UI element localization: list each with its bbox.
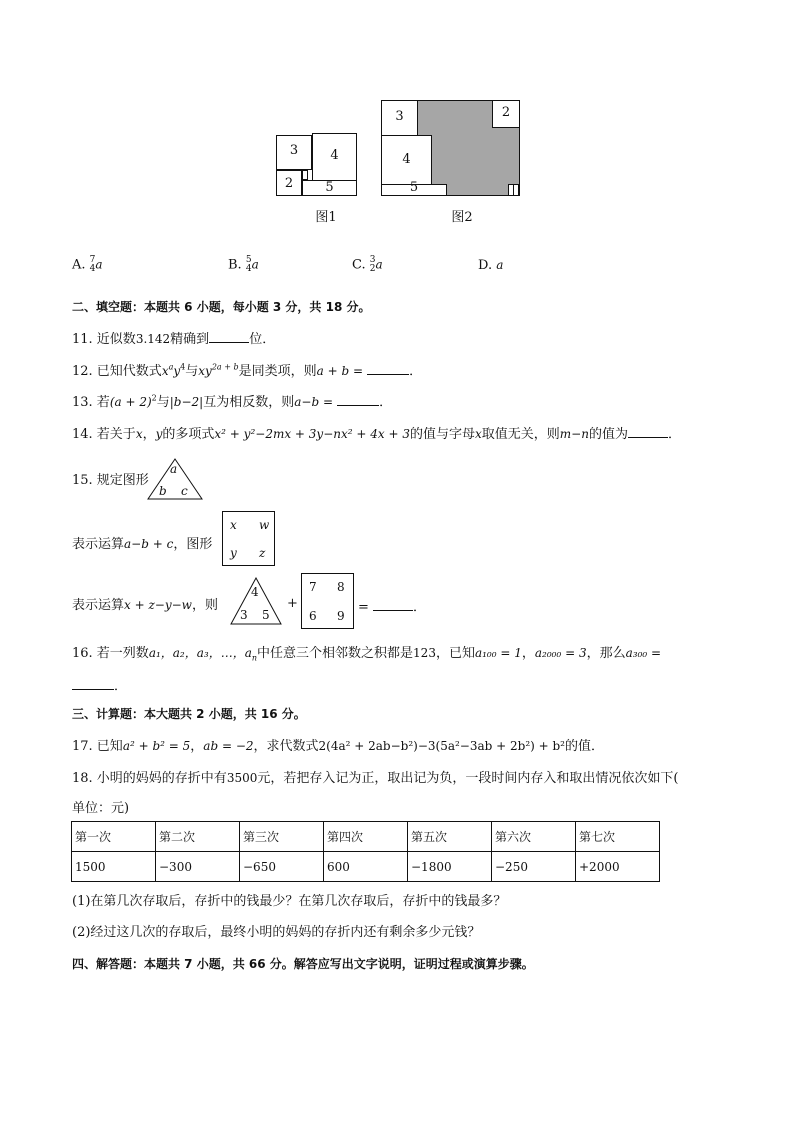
q15-sq1-tl: x bbox=[230, 518, 237, 532]
q17-cond2: ab = −2 bbox=[203, 739, 254, 753]
question-17 bbox=[72, 735, 604, 754]
q17-comma: ， bbox=[190, 739, 204, 754]
q17-text-g: 的值． bbox=[565, 739, 605, 754]
q15-sq2-bl: 6 bbox=[309, 609, 317, 623]
table-header-cell: 第四次 bbox=[324, 822, 408, 852]
q17-text-e: ，求代数式 bbox=[253, 739, 319, 754]
question-11 bbox=[72, 328, 275, 347]
option-d-var: a bbox=[496, 258, 504, 272]
option-d bbox=[478, 258, 503, 273]
q16-blank bbox=[72, 677, 114, 690]
q15-text-h: ． bbox=[413, 600, 427, 615]
option-b-letter: B. bbox=[228, 257, 242, 273]
q11-text-c: 精确到 bbox=[170, 332, 210, 347]
q18-table-value-row bbox=[72, 852, 660, 882]
q12-exp-a: a bbox=[168, 362, 174, 372]
question-18 bbox=[72, 767, 678, 786]
q12-x: x bbox=[161, 364, 169, 378]
q14-text-l: ． bbox=[667, 427, 681, 442]
fig1-label-3: 3 bbox=[289, 143, 299, 158]
q14-text-i: 取值无关，则 bbox=[481, 427, 560, 442]
q13-expr1: (a + 2) bbox=[109, 395, 152, 409]
q14-x2: x bbox=[474, 427, 482, 441]
q15-sq2-br: 9 bbox=[337, 609, 345, 623]
q17-text-a: 17. 已知 bbox=[72, 739, 123, 754]
fig2-caption: 图2 bbox=[451, 210, 473, 225]
section2-heading: 二、填空题：本题共 6 小题，每小题 3 分，共 18 分。 bbox=[72, 300, 371, 314]
q13-exp: 2 bbox=[151, 393, 157, 403]
q14-m-n: m−n bbox=[559, 427, 589, 441]
q16-a2000: a₂₀₀₀ = 3 bbox=[534, 646, 587, 660]
option-c-num: 3 bbox=[369, 255, 376, 265]
q12-blank bbox=[367, 362, 409, 375]
option-c bbox=[352, 256, 383, 274]
table-value-cell: 600 bbox=[324, 852, 408, 882]
q18-table bbox=[71, 821, 660, 882]
table-value-cell: +2000 bbox=[576, 852, 660, 882]
q13-text-h: ． bbox=[379, 395, 393, 410]
q18-part2 bbox=[72, 921, 480, 940]
q14-x: x bbox=[135, 427, 143, 441]
q16-text-a: 16. 若一列数 bbox=[72, 646, 149, 661]
q11-number: 3.142 bbox=[135, 332, 171, 346]
q16-text-d: 中任意三个相邻数之积都是 bbox=[257, 646, 414, 661]
fig1-caption: 图1 bbox=[315, 210, 337, 225]
question-13 bbox=[72, 391, 392, 410]
q18-part1-number: (1) bbox=[72, 894, 91, 909]
fig1-label-2: 2 bbox=[284, 176, 294, 191]
q14-text-k: 的值为 bbox=[588, 427, 628, 442]
option-a-num: 7 bbox=[89, 255, 96, 265]
q15-sq1-tr: w bbox=[259, 518, 270, 532]
q12-text-a: 12. 已知代数式 bbox=[72, 364, 162, 379]
q16-number: 123 bbox=[413, 646, 436, 660]
option-a-den: 4 bbox=[89, 264, 96, 274]
q13-abs: |b−2| bbox=[169, 395, 204, 409]
q15-tri1-left: b bbox=[159, 484, 167, 498]
q13-blank bbox=[337, 393, 379, 406]
q12-text-k: ． bbox=[409, 364, 423, 379]
table-header-cell: 第五次 bbox=[408, 822, 492, 852]
q12-text-i: 是同类项，则 bbox=[238, 364, 317, 379]
q12-expr: a + b = bbox=[316, 364, 363, 378]
q16-comma: ， bbox=[521, 646, 535, 661]
q15-tri1-top: a bbox=[170, 462, 178, 476]
q15-sq1-bl: y bbox=[230, 546, 237, 560]
q15-text-d: ，图形 bbox=[173, 537, 213, 552]
fig2-label-2: 2 bbox=[501, 105, 511, 120]
q16-sequence: a₁，a₂，a₃，…，a bbox=[148, 646, 252, 660]
q15-line3 bbox=[72, 594, 218, 613]
q14-text-e: 的多项式 bbox=[162, 427, 215, 442]
q15-expr1: a−b + c bbox=[124, 537, 174, 551]
q15-tri2-right: 5 bbox=[262, 608, 270, 622]
option-a-var: a bbox=[95, 257, 103, 272]
q14-text-g: 的值与字母 bbox=[409, 427, 475, 442]
option-d-letter: D. bbox=[478, 258, 493, 273]
q16-sub-n: n bbox=[251, 653, 258, 663]
q14-text-a: 14. 若关于 bbox=[72, 427, 136, 442]
q15-tri2-top: 4 bbox=[251, 585, 259, 599]
q17-expression: 2(4a² + 2ab−b²)−3(5a²−3ab + 2b²) + b² bbox=[318, 739, 565, 753]
section4-heading: 四、解答题：本题共 7 小题，共 66 分。解答应写出文字说明，证明过程或演算步骤。 bbox=[72, 957, 534, 971]
table-value-cell: −250 bbox=[492, 852, 576, 882]
fig1-label-5: 5 bbox=[325, 180, 334, 195]
q15-expr2: x + z−y−w bbox=[124, 598, 192, 612]
table-value-cell: −1800 bbox=[408, 852, 492, 882]
q15-equals: = bbox=[358, 600, 369, 615]
table-value-cell: −650 bbox=[240, 852, 324, 882]
q18-text-c: 元，若把存入记为正，取出记为负，一段时间内存入和取出情况依次如下( bbox=[257, 771, 679, 786]
option-a bbox=[72, 256, 103, 274]
q14-y: y bbox=[155, 427, 163, 441]
q11-blank bbox=[209, 330, 249, 343]
q15-tri2-left: 3 bbox=[240, 608, 248, 622]
q15-line2 bbox=[72, 533, 212, 552]
q12-exp-2ab: 2a + b bbox=[211, 362, 239, 372]
table-header-cell: 第六次 bbox=[492, 822, 576, 852]
q18-part1-text: 在第几次存取后，存折中的钱最少？在第几次存取后，存折中的钱最多？ bbox=[90, 894, 507, 909]
fig2-small-square-b bbox=[513, 184, 519, 196]
fig1-label-4: 4 bbox=[330, 148, 339, 163]
fig2-label-5: 5 bbox=[409, 180, 419, 195]
q12-xy: xy bbox=[198, 364, 212, 378]
fig1-small-square bbox=[302, 170, 308, 180]
q15-sq2-tr: 8 bbox=[337, 580, 345, 594]
q15-answer bbox=[358, 596, 426, 615]
q18-table-header-row bbox=[72, 822, 660, 852]
q14-comma: ， bbox=[142, 427, 156, 442]
question-14 bbox=[72, 423, 681, 442]
q18-part2-number: (2) bbox=[72, 925, 91, 940]
q15-text-b: 表示运算 bbox=[72, 537, 125, 552]
q16-a100: a₁₀₀ = 1 bbox=[474, 646, 522, 660]
option-c-var: a bbox=[375, 257, 383, 272]
q18-text-a: 18. 小明的妈妈的存折中有 bbox=[72, 771, 227, 786]
q18-part2-text: 经过这几次的存取后，最终小明的妈妈的存折内还有剩余多少元钱？ bbox=[90, 925, 481, 940]
table-value-cell: 1500 bbox=[72, 852, 156, 882]
q13-expr2: a−b = bbox=[294, 395, 334, 409]
q15-sq2-tl: 7 bbox=[309, 580, 317, 594]
table-header-cell: 第二次 bbox=[156, 822, 240, 852]
option-c-den: 2 bbox=[369, 264, 376, 274]
table-header-cell: 第七次 bbox=[576, 822, 660, 852]
q17-cond1: a² + b² = 5 bbox=[122, 739, 191, 753]
q16-text-l: ． bbox=[114, 679, 128, 694]
table-header-cell: 第一次 bbox=[72, 822, 156, 852]
option-b-var: a bbox=[251, 257, 259, 272]
q15-sq1-br: z bbox=[259, 546, 266, 560]
q15-text-a: 15. 规定图形 bbox=[72, 473, 149, 488]
q18-amount: 3500 bbox=[226, 771, 258, 785]
option-a-letter: A. bbox=[72, 257, 86, 273]
q18-unit: 单位：元) bbox=[72, 801, 130, 816]
q15-text-e: 表示运算 bbox=[72, 598, 125, 613]
q13-text-a: 13. 若 bbox=[72, 395, 110, 410]
q15-tri1-right: c bbox=[181, 484, 188, 498]
option-b-num: 5 bbox=[245, 255, 252, 265]
section3-heading: 三、计算题：本大题共 2 小题，共 16 分。 bbox=[72, 707, 306, 721]
q12-y: y bbox=[173, 364, 181, 378]
q16-a300: a₃₀₀ = bbox=[625, 646, 662, 660]
q15-text-g: ，则 bbox=[191, 598, 218, 613]
q14-polynomial: x² + y²−2mx + 3y−nx² + 4x + 3 bbox=[214, 427, 410, 441]
question-16 bbox=[72, 642, 661, 663]
q15-plus: + bbox=[287, 596, 298, 611]
q11-text-a: 11. 近似数 bbox=[72, 332, 136, 347]
fig2-label-3: 3 bbox=[395, 109, 404, 124]
option-c-letter: C. bbox=[352, 257, 366, 273]
q18-part1 bbox=[72, 890, 506, 909]
table-header-cell: 第三次 bbox=[240, 822, 324, 852]
q15-blank bbox=[373, 598, 413, 611]
q16-line2 bbox=[72, 675, 127, 694]
q12-text-f: 与 bbox=[185, 364, 199, 379]
q13-text-d: 与 bbox=[156, 395, 170, 410]
table-value-cell: −300 bbox=[156, 852, 240, 882]
option-b-den: 4 bbox=[245, 264, 252, 274]
option-b bbox=[228, 256, 259, 274]
q14-blank bbox=[628, 425, 668, 438]
q11-text-d: 位． bbox=[249, 332, 276, 347]
q16-text-f: ，已知 bbox=[435, 646, 475, 661]
q12-exp-4: 4 bbox=[180, 362, 186, 372]
question-12 bbox=[72, 360, 422, 379]
fig2-label-4: 4 bbox=[402, 152, 411, 167]
q16-text-j: ，那么 bbox=[586, 646, 626, 661]
q13-text-f: 互为相反数，则 bbox=[203, 395, 295, 410]
